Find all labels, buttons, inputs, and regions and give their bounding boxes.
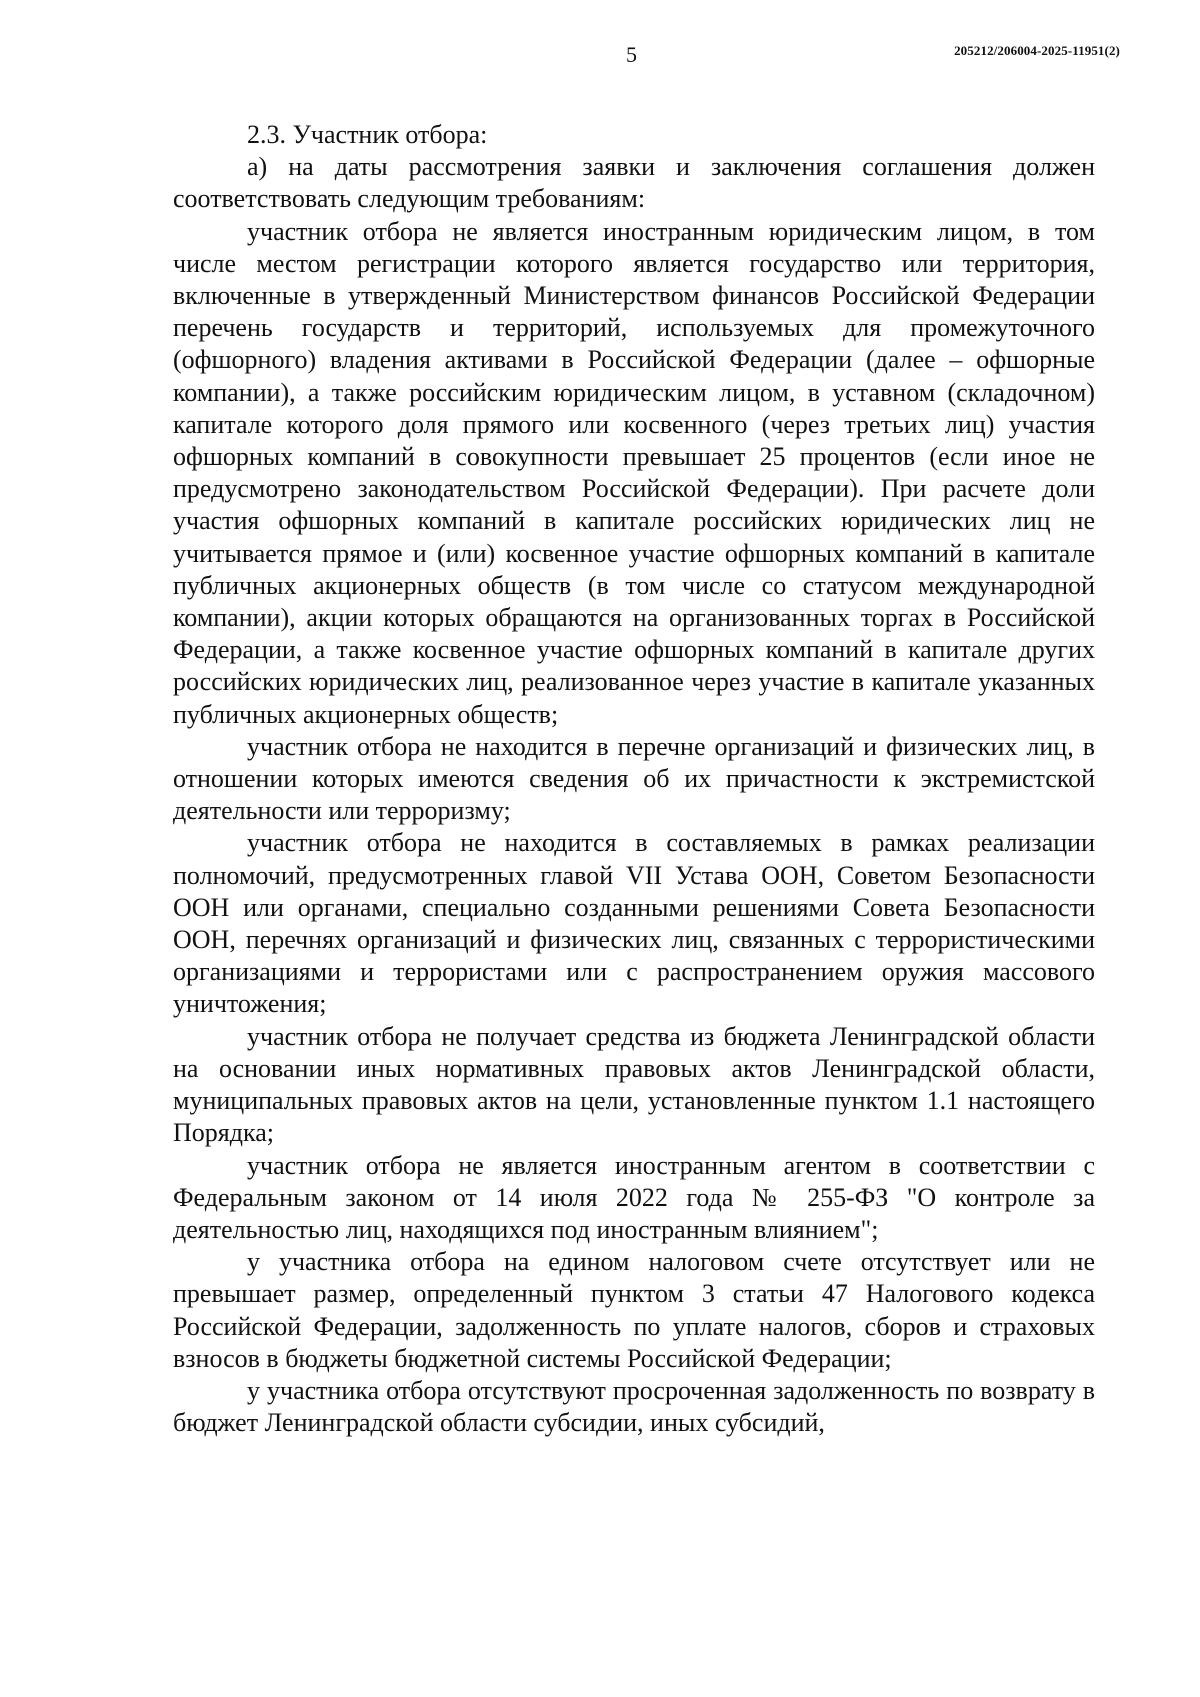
requirement-no-overdue-debt: у участника отбора отсутствуют просроченная задолженность по возврату в бюджет Ленинградской области субсидии, иных субсидий,: [173, 1375, 1095, 1438]
document-id: 205212/206004-2025-11951(2): [954, 43, 1120, 58]
section-heading-2-3: 2.3. Участник отбора:: [247, 120, 488, 149]
requirement-un-sanctions: участник отбора не находится в составляемых в рамках реализации полномочий, предусмотренных главой VII Устава ООН, Советом Безопасности ООН или органами, специально созданными решениями Совета Безопасности ООН, перечнях организаций и физических лиц, связанных с террористическими организациями и террористами или с распространением оружия массового уничтожения;: [173, 828, 1095, 1019]
requirement-not-foreign-agent: участник отбора не является иностранным агентом в соответствии с Федеральным законом от 14 июля 2022 года № 255-ФЗ "О контроле за деятельностью лиц, находящихся под иностранным влиянием";: [173, 1150, 1095, 1244]
page-number: 5: [626, 42, 637, 67]
document-body: [173, 119, 1095, 1439]
requirement-no-tax-debt: у участника отбора на едином налоговом счете отсутствует или не превышает размер, определенный пунктом 3 статьи 47 Налогового кодекса Российской Федерации, задолженность по уплате налогов, сборов и страховых взносов в бюджеты бюджетной системы Российской Федерации;: [173, 1247, 1095, 1373]
requirement-no-other-budget-funds: участник отбора не получает средства из бюджета Ленинградской области на основании иных нормативных правовых актов Ленинградской области, муниципальных правовых актов на цели, установленные пунктом 1.1 настоящего Порядка;: [173, 1021, 1095, 1148]
clause-a-intro: а) на даты рассмотрения заявки и заключения соглашения должен соответствовать следующим требованиям:: [173, 152, 1095, 214]
requirement-offshore: участник отбора не является иностранным юридическим лицом, в том числе местом регистрации которого является государство или территория, включенные в утвержденный Министерством финансов Российской Федерации перечень государств и территорий, используемых для промежуточного (офшорного) владения активами в Российской Федерации (далее – офшорные компании), а также российским юридическим лицом, в уставном (складочном) капитале которого доля прямого или косвенного (через третьих лиц) участия офшорных компаний в совокупности превышает 25 процентов (если иное не предусмотрено законодательством Российской Федерации). При расчете доли участия офшорных компаний в капитале российских юридических лиц не учитывается прямое и (или) косвенное участие офшорных компаний в капитале публичных акционерных обществ (в том числе со статусом международной компании), акции которых обращаются на организованных торгах в Российской Федерации, а также косвенное участие офшорных компаний в капитале других российских юридических лиц, реализованное через участие в капитале указанных публичных акционерных обществ;: [173, 216, 1095, 729]
requirement-extremism-list: участник отбора не находится в перечне организаций и физических лиц, в отношении которых имеются сведения об их причастности к экстремистской деятельности или терроризму;: [173, 731, 1095, 826]
